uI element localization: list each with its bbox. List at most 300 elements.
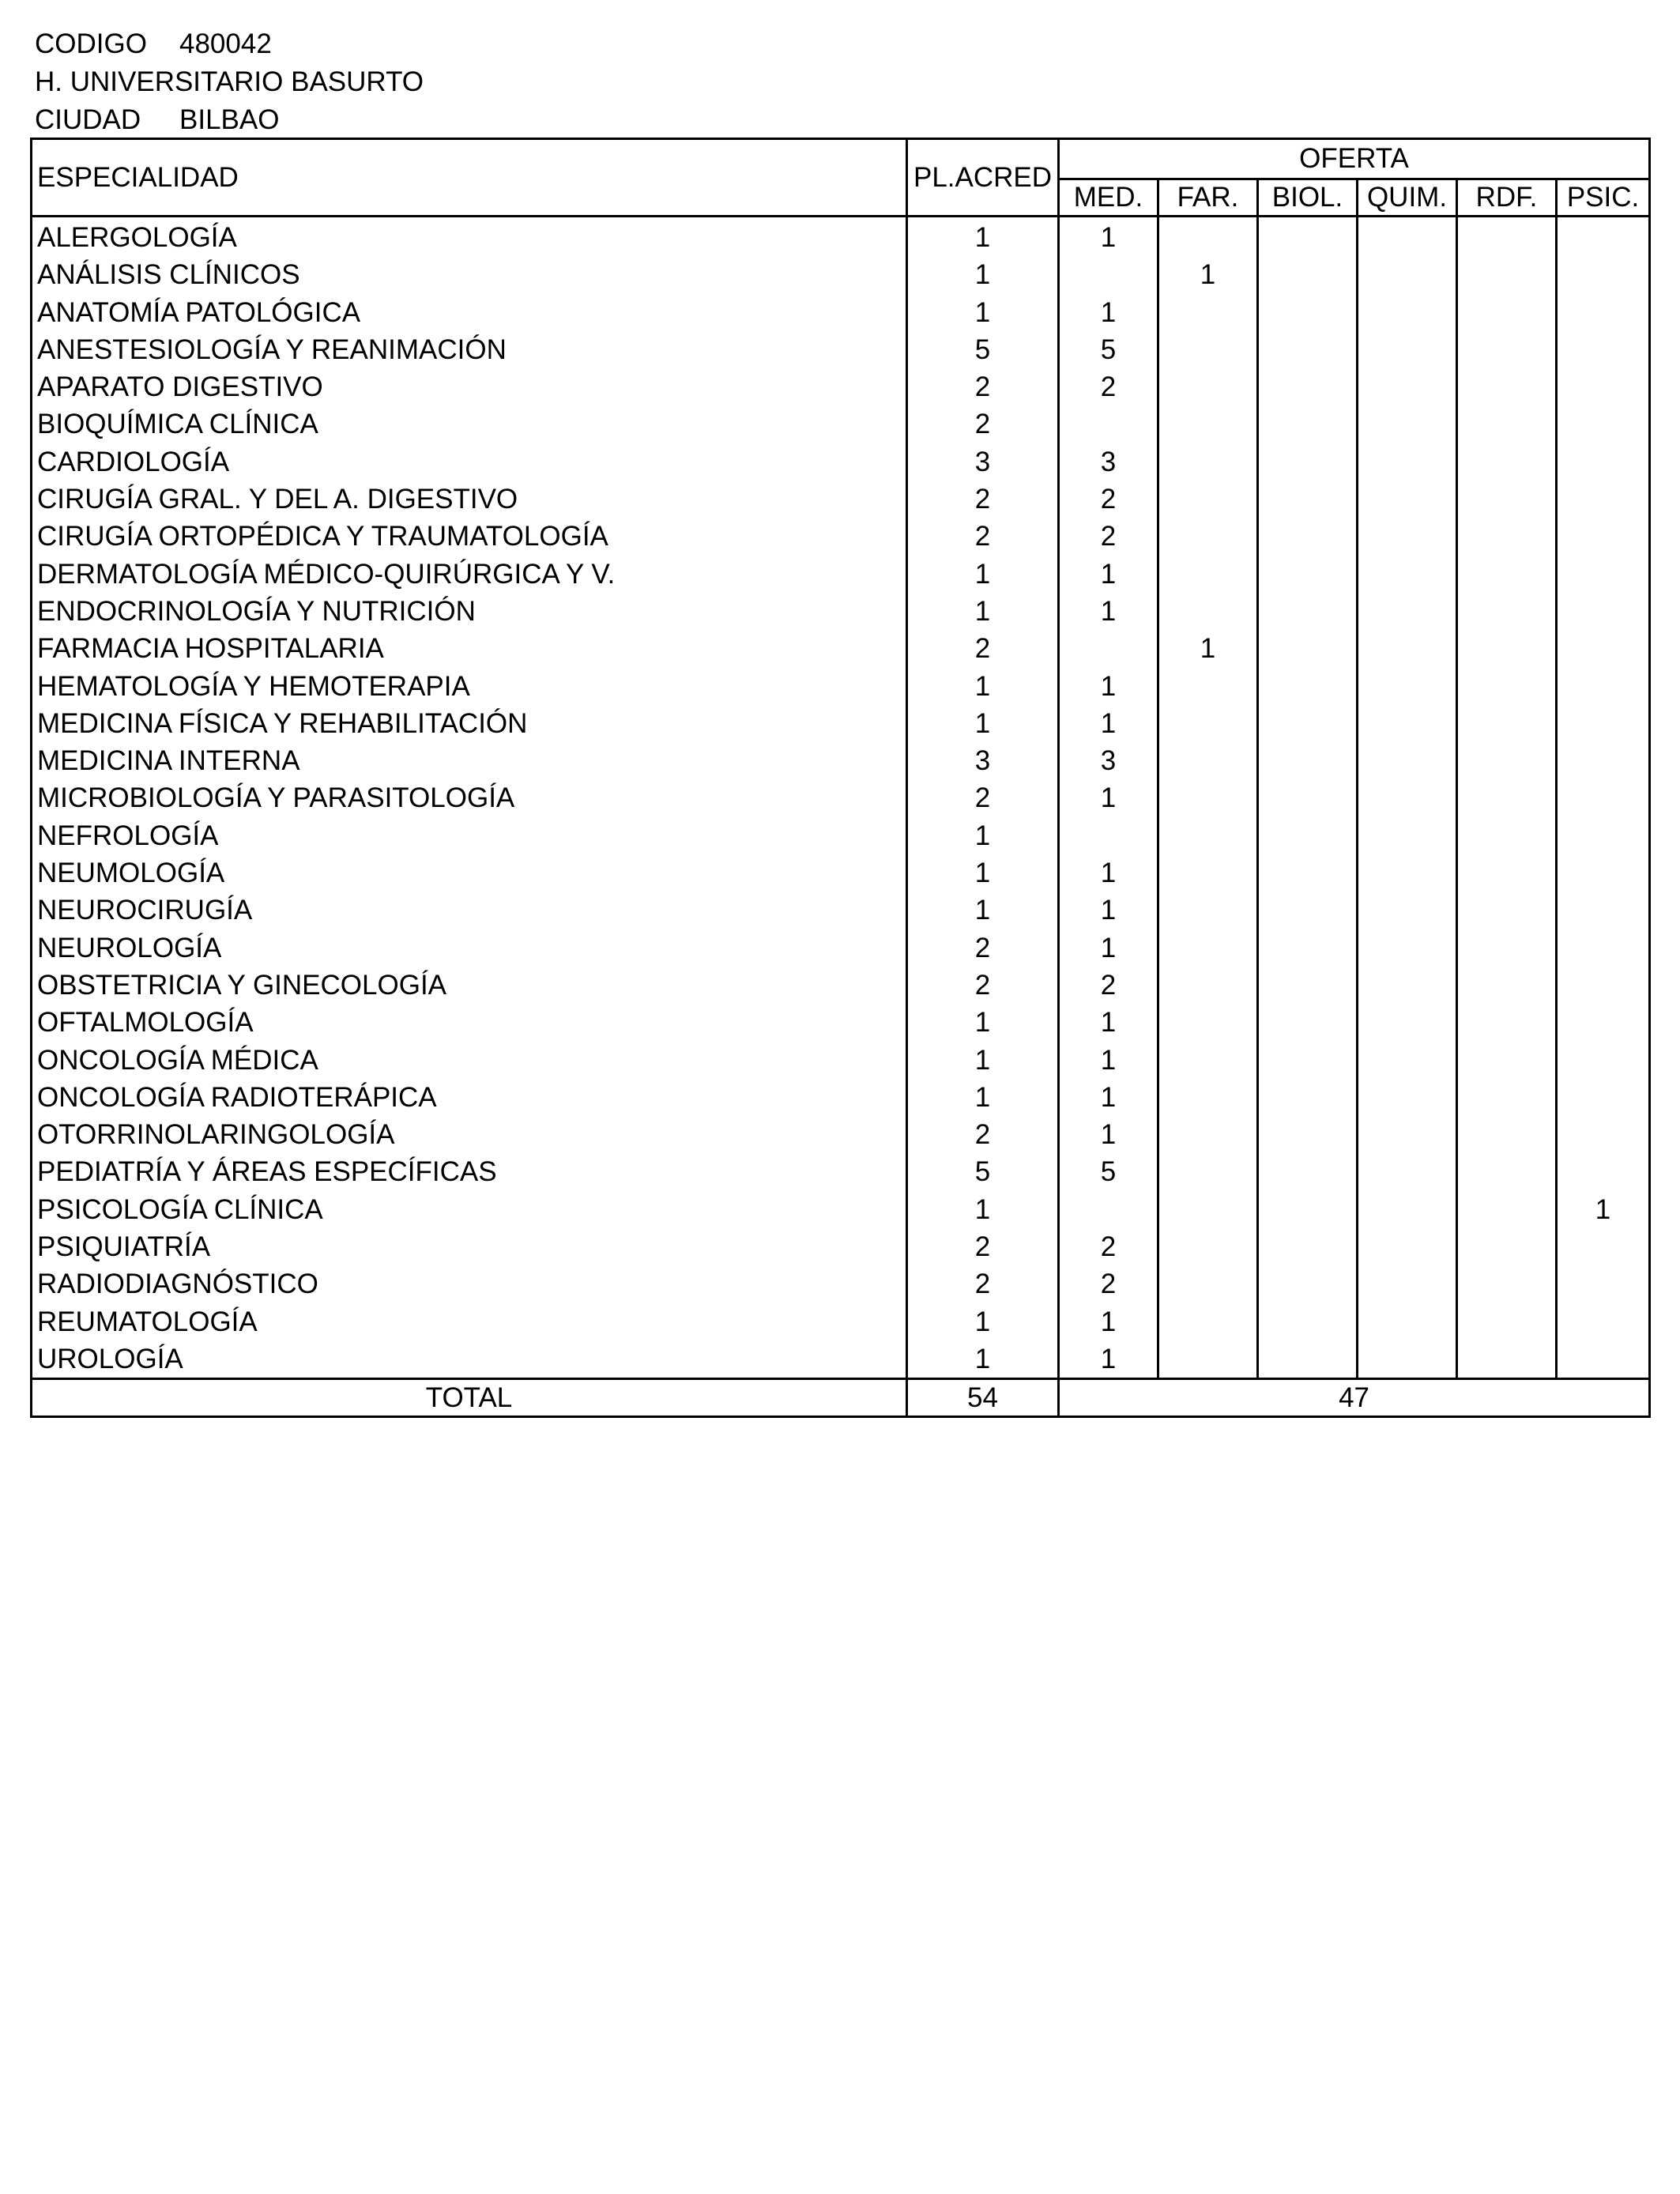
header-placred: PL.ACRED: [907, 139, 1059, 217]
far-cell: [1158, 1042, 1258, 1079]
psic-cell: [1557, 518, 1650, 555]
quim-cell: [1358, 556, 1457, 593]
especialidad-cell: CIRUGÍA GRAL. Y DEL A. DIGESTIVO: [32, 481, 907, 518]
med-cell: [1059, 405, 1158, 443]
especialidad-cell: ANATOMÍA PATOLÓGICA: [32, 294, 907, 331]
rdf-cell: [1457, 593, 1557, 630]
especialidad-cell: MICROBIOLOGÍA Y PARASITOLOGÍA: [32, 779, 907, 816]
far-cell: [1158, 443, 1258, 481]
table-row: [32, 1303, 1650, 1340]
psic-cell: [1557, 405, 1650, 443]
med-cell: [1059, 630, 1158, 667]
table-row: [32, 1191, 1650, 1228]
rdf-cell: [1457, 630, 1557, 667]
med-cell: 1: [1059, 1116, 1158, 1153]
psic-cell: [1557, 556, 1650, 593]
table-row: [32, 929, 1650, 967]
placred-cell: 1: [907, 1340, 1059, 1379]
med-cell: [1059, 817, 1158, 854]
far-cell: [1158, 1153, 1258, 1190]
especialidad-cell: BIOQUÍMICA CLÍNICA: [32, 405, 907, 443]
rdf-cell: [1457, 705, 1557, 742]
psic-cell: [1557, 779, 1650, 816]
biol-cell: [1258, 1079, 1358, 1116]
especialidad-cell: RADIODIAGNÓSTICO: [32, 1265, 907, 1302]
biol-cell: [1258, 481, 1358, 518]
rdf-cell: [1457, 668, 1557, 705]
far-cell: [1158, 1340, 1258, 1379]
med-cell: 1: [1059, 1004, 1158, 1041]
rdf-cell: [1457, 854, 1557, 892]
especialidad-cell: ANESTESIOLOGÍA Y REANIMACIÓN: [32, 331, 907, 368]
ciudad-value: BILBAO: [179, 104, 280, 135]
quim-cell: [1358, 929, 1457, 967]
far-cell: [1158, 1265, 1258, 1302]
placred-cell: 2: [907, 630, 1059, 667]
quim-cell: [1358, 368, 1457, 405]
quim-cell: [1358, 256, 1457, 293]
quim-cell: [1358, 1004, 1457, 1041]
rdf-cell: [1457, 779, 1557, 816]
especialidad-cell: OFTALMOLOGÍA: [32, 1004, 907, 1041]
especialidad-cell: MEDICINA FÍSICA Y REHABILITACIÓN: [32, 705, 907, 742]
far-cell: [1158, 331, 1258, 368]
especialidad-cell: HEMATOLOGÍA Y HEMOTERAPIA: [32, 668, 907, 705]
placred-cell: 1: [907, 892, 1059, 929]
rdf-cell: [1457, 256, 1557, 293]
table-row: [32, 217, 1650, 257]
biol-cell: [1258, 929, 1358, 967]
header-oferta: OFERTA: [1059, 139, 1650, 179]
quim-cell: [1358, 1340, 1457, 1379]
especialidad-cell: NEUROCIRUGÍA: [32, 892, 907, 929]
table-row: [32, 1116, 1650, 1153]
biol-cell: [1258, 742, 1358, 779]
quim-cell: [1358, 593, 1457, 630]
far-cell: [1158, 967, 1258, 1004]
far-cell: [1158, 1116, 1258, 1153]
placred-cell: 2: [907, 929, 1059, 967]
psic-cell: [1557, 630, 1650, 667]
ciudad-line: [35, 101, 280, 139]
especialidad-cell: APARATO DIGESTIVO: [32, 368, 907, 405]
placred-cell: 2: [907, 481, 1059, 518]
quim-cell: [1358, 1228, 1457, 1265]
far-cell: [1158, 929, 1258, 967]
far-cell: [1158, 742, 1258, 779]
med-cell: 1: [1059, 779, 1158, 816]
biol-cell: [1258, 368, 1358, 405]
table-row: [32, 518, 1650, 555]
psic-cell: [1557, 967, 1650, 1004]
placred-cell: 1: [907, 668, 1059, 705]
quim-cell: [1358, 817, 1457, 854]
rdf-cell: [1457, 742, 1557, 779]
table-row: [32, 1153, 1650, 1190]
table-row: [32, 1228, 1650, 1265]
placred-cell: 2: [907, 1265, 1059, 1302]
psic-cell: [1557, 1340, 1650, 1379]
quim-cell: [1358, 443, 1457, 481]
biol-cell: [1258, 1153, 1358, 1190]
biol-cell: [1258, 256, 1358, 293]
quim-cell: [1358, 630, 1457, 667]
biol-cell: [1258, 443, 1358, 481]
codigo-line: [35, 25, 272, 63]
psic-cell: [1557, 1079, 1650, 1116]
rdf-cell: [1457, 331, 1557, 368]
rdf-cell: [1457, 1228, 1557, 1265]
rdf-cell: [1457, 1191, 1557, 1228]
codigo-label: CODIGO: [35, 28, 147, 59]
med-cell: [1059, 256, 1158, 293]
far-cell: [1158, 779, 1258, 816]
biol-cell: [1258, 1116, 1358, 1153]
rdf-cell: [1457, 443, 1557, 481]
placred-cell: 1: [907, 1004, 1059, 1041]
table-row: [32, 556, 1650, 593]
med-cell: 1: [1059, 668, 1158, 705]
med-cell: 3: [1059, 742, 1158, 779]
especialidad-cell: PEDIATRÍA Y ÁREAS ESPECÍFICAS: [32, 1153, 907, 1190]
biol-cell: [1258, 1228, 1358, 1265]
rdf-cell: [1457, 1340, 1557, 1379]
placred-cell: 2: [907, 779, 1059, 816]
psic-cell: 1: [1557, 1191, 1650, 1228]
quim-cell: [1358, 294, 1457, 331]
table-row: [32, 481, 1650, 518]
psic-cell: [1557, 217, 1650, 257]
especialidad-cell: NEUROLOGÍA: [32, 929, 907, 967]
quim-cell: [1358, 518, 1457, 555]
far-cell: [1158, 1303, 1258, 1340]
especialidad-cell: ONCOLOGÍA RADIOTERÁPICA: [32, 1079, 907, 1116]
table-row: [32, 1340, 1650, 1379]
especialidad-cell: ANÁLISIS CLÍNICOS: [32, 256, 907, 293]
placred-cell: 2: [907, 1116, 1059, 1153]
psic-cell: [1557, 256, 1650, 293]
placred-cell: 1: [907, 1079, 1059, 1116]
far-cell: 1: [1158, 630, 1258, 667]
quim-cell: [1358, 405, 1457, 443]
rdf-cell: [1457, 1153, 1557, 1190]
rdf-cell: [1457, 556, 1557, 593]
placred-cell: 1: [907, 705, 1059, 742]
quim-cell: [1358, 742, 1457, 779]
table-row: [32, 256, 1650, 293]
placred-cell: 1: [907, 854, 1059, 892]
header-rdf: RDF.: [1457, 179, 1557, 217]
placred-cell: 1: [907, 1303, 1059, 1340]
placred-cell: 1: [907, 1042, 1059, 1079]
table-row: [32, 1042, 1650, 1079]
quim-cell: [1358, 892, 1457, 929]
psic-cell: [1557, 1042, 1650, 1079]
biol-cell: [1258, 1303, 1358, 1340]
med-cell: 1: [1059, 929, 1158, 967]
rdf-cell: [1457, 217, 1557, 257]
far-cell: [1158, 892, 1258, 929]
psic-cell: [1557, 481, 1650, 518]
far-cell: [1158, 368, 1258, 405]
psic-cell: [1557, 668, 1650, 705]
psic-cell: [1557, 742, 1650, 779]
rdf-cell: [1457, 967, 1557, 1004]
biol-cell: [1258, 331, 1358, 368]
med-cell: 2: [1059, 1228, 1158, 1265]
psic-cell: [1557, 294, 1650, 331]
header-psic: PSIC.: [1557, 179, 1650, 217]
far-cell: [1158, 593, 1258, 630]
especialidad-cell: NEUMOLOGÍA: [32, 854, 907, 892]
far-cell: [1158, 556, 1258, 593]
table-row: [32, 854, 1650, 892]
med-cell: 5: [1059, 331, 1158, 368]
rdf-cell: [1457, 368, 1557, 405]
rdf-cell: [1457, 1079, 1557, 1116]
psic-cell: [1557, 1116, 1650, 1153]
biol-cell: [1258, 1265, 1358, 1302]
especialidad-cell: FARMACIA HOSPITALARIA: [32, 630, 907, 667]
table-body: [32, 217, 1650, 1379]
med-cell: 1: [1059, 1340, 1158, 1379]
med-cell: 3: [1059, 443, 1158, 481]
biol-cell: [1258, 668, 1358, 705]
table-row: [32, 405, 1650, 443]
especialidades-table: [30, 138, 1651, 1418]
table-row: [32, 967, 1650, 1004]
especialidad-cell: PSICOLOGÍA CLÍNICA: [32, 1191, 907, 1228]
psic-cell: [1557, 443, 1650, 481]
far-cell: [1158, 518, 1258, 555]
placred-cell: 2: [907, 967, 1059, 1004]
quim-cell: [1358, 1153, 1457, 1190]
far-cell: [1158, 817, 1258, 854]
far-cell: [1158, 1004, 1258, 1041]
psic-cell: [1557, 1153, 1650, 1190]
table-row: [32, 779, 1650, 816]
psic-cell: [1557, 331, 1650, 368]
med-cell: 2: [1059, 518, 1158, 555]
codigo-value: 480042: [179, 28, 272, 59]
placred-cell: 2: [907, 368, 1059, 405]
especialidad-cell: CIRUGÍA ORTOPÉDICA Y TRAUMATOLOGÍA: [32, 518, 907, 555]
med-cell: 1: [1059, 1079, 1158, 1116]
biol-cell: [1258, 817, 1358, 854]
med-cell: 2: [1059, 368, 1158, 405]
table-row: [32, 742, 1650, 779]
biol-cell: [1258, 630, 1358, 667]
quim-cell: [1358, 967, 1457, 1004]
biol-cell: [1258, 556, 1358, 593]
placred-cell: 5: [907, 331, 1059, 368]
med-cell: 1: [1059, 294, 1158, 331]
psic-cell: [1557, 817, 1650, 854]
biol-cell: [1258, 854, 1358, 892]
biol-cell: [1258, 217, 1358, 257]
med-cell: 1: [1059, 593, 1158, 630]
psic-cell: [1557, 854, 1650, 892]
far-cell: [1158, 854, 1258, 892]
rdf-cell: [1457, 929, 1557, 967]
quim-cell: [1358, 705, 1457, 742]
far-cell: [1158, 405, 1258, 443]
far-cell: [1158, 294, 1258, 331]
quim-cell: [1358, 854, 1457, 892]
rdf-cell: [1457, 405, 1557, 443]
table-row: [32, 1079, 1650, 1116]
placred-cell: 2: [907, 1228, 1059, 1265]
quim-cell: [1358, 1265, 1457, 1302]
rdf-cell: [1457, 817, 1557, 854]
total-placred: 54: [907, 1379, 1059, 1417]
placred-cell: 1: [907, 217, 1059, 257]
header-quim: QUIM.: [1358, 179, 1457, 217]
biol-cell: [1258, 405, 1358, 443]
placred-cell: 3: [907, 742, 1059, 779]
med-cell: 1: [1059, 1042, 1158, 1079]
total-oferta: 47: [1059, 1379, 1650, 1417]
placred-cell: 1: [907, 1191, 1059, 1228]
biol-cell: [1258, 1042, 1358, 1079]
far-cell: 1: [1158, 256, 1258, 293]
psic-cell: [1557, 368, 1650, 405]
hospital-name: H. UNIVERSITARIO BASURTO: [35, 66, 424, 97]
quim-cell: [1358, 331, 1457, 368]
total-label: TOTAL: [32, 1379, 907, 1417]
quim-cell: [1358, 481, 1457, 518]
far-cell: [1158, 1191, 1258, 1228]
psic-cell: [1557, 1228, 1650, 1265]
med-cell: 1: [1059, 854, 1158, 892]
far-cell: [1158, 1079, 1258, 1116]
far-cell: [1158, 668, 1258, 705]
especialidad-cell: NEFROLOGÍA: [32, 817, 907, 854]
rdf-cell: [1457, 294, 1557, 331]
table-row: [32, 368, 1650, 405]
especialidad-cell: DERMATOLOGÍA MÉDICO-QUIRÚRGICA Y V.: [32, 556, 907, 593]
especialidad-cell: OBSTETRICIA Y GINECOLOGÍA: [32, 967, 907, 1004]
rdf-cell: [1457, 1303, 1557, 1340]
far-cell: [1158, 1228, 1258, 1265]
placred-cell: 1: [907, 256, 1059, 293]
especialidad-cell: ONCOLOGÍA MÉDICA: [32, 1042, 907, 1079]
especialidad-cell: ENDOCRINOLOGÍA Y NUTRICIÓN: [32, 593, 907, 630]
table-row: [32, 705, 1650, 742]
rdf-cell: [1457, 518, 1557, 555]
table-row: [32, 593, 1650, 630]
rdf-cell: [1457, 1116, 1557, 1153]
med-cell: 5: [1059, 1153, 1158, 1190]
med-cell: 2: [1059, 1265, 1158, 1302]
rdf-cell: [1457, 1265, 1557, 1302]
rdf-cell: [1457, 892, 1557, 929]
quim-cell: [1358, 217, 1457, 257]
med-cell: [1059, 1191, 1158, 1228]
rdf-cell: [1457, 1042, 1557, 1079]
placred-cell: 2: [907, 518, 1059, 555]
quim-cell: [1358, 1303, 1457, 1340]
table-row: [32, 668, 1650, 705]
placred-cell: 1: [907, 294, 1059, 331]
placred-cell: 2: [907, 405, 1059, 443]
biol-cell: [1258, 1191, 1358, 1228]
table-row: [32, 817, 1650, 854]
header-far: FAR.: [1158, 179, 1258, 217]
placred-cell: 1: [907, 817, 1059, 854]
psic-cell: [1557, 1265, 1650, 1302]
quim-cell: [1358, 668, 1457, 705]
table-row: [32, 294, 1650, 331]
ciudad-label: CIUDAD: [35, 104, 141, 135]
header-med: MED.: [1059, 179, 1158, 217]
especialidad-cell: UROLOGÍA: [32, 1340, 907, 1379]
header-biol: BIOL.: [1258, 179, 1358, 217]
quim-cell: [1358, 1079, 1457, 1116]
table-row: [32, 1004, 1650, 1041]
especialidad-cell: OTORRINOLARINGOLOGÍA: [32, 1116, 907, 1153]
biol-cell: [1258, 705, 1358, 742]
rdf-cell: [1457, 481, 1557, 518]
biol-cell: [1258, 892, 1358, 929]
psic-cell: [1557, 1303, 1650, 1340]
quim-cell: [1358, 1191, 1457, 1228]
med-cell: 1: [1059, 705, 1158, 742]
especialidad-cell: REUMATOLOGÍA: [32, 1303, 907, 1340]
psic-cell: [1557, 593, 1650, 630]
especialidad-cell: ALERGOLOGÍA: [32, 217, 907, 257]
biol-cell: [1258, 294, 1358, 331]
biol-cell: [1258, 779, 1358, 816]
placred-cell: 1: [907, 556, 1059, 593]
total-row: [32, 1379, 1650, 1417]
med-cell: 1: [1059, 556, 1158, 593]
table-row: [32, 630, 1650, 667]
med-cell: 2: [1059, 967, 1158, 1004]
especialidad-cell: CARDIOLOGÍA: [32, 443, 907, 481]
quim-cell: [1358, 1116, 1457, 1153]
med-cell: 1: [1059, 1303, 1158, 1340]
table-row: [32, 892, 1650, 929]
table-row: [32, 443, 1650, 481]
placred-cell: 3: [907, 443, 1059, 481]
quim-cell: [1358, 1042, 1457, 1079]
especialidad-cell: PSIQUIATRÍA: [32, 1228, 907, 1265]
biol-cell: [1258, 967, 1358, 1004]
psic-cell: [1557, 1004, 1650, 1041]
far-cell: [1158, 217, 1258, 257]
biol-cell: [1258, 1004, 1358, 1041]
med-cell: 1: [1059, 217, 1158, 257]
table-row: [32, 1265, 1650, 1302]
psic-cell: [1557, 929, 1650, 967]
placred-cell: 5: [907, 1153, 1059, 1190]
med-cell: 2: [1059, 481, 1158, 518]
med-cell: 1: [1059, 892, 1158, 929]
table-row: [32, 331, 1650, 368]
quim-cell: [1358, 779, 1457, 816]
placred-cell: 1: [907, 593, 1059, 630]
biol-cell: [1258, 1340, 1358, 1379]
far-cell: [1158, 481, 1258, 518]
especialidad-cell: MEDICINA INTERNA: [32, 742, 907, 779]
psic-cell: [1557, 892, 1650, 929]
psic-cell: [1557, 705, 1650, 742]
header-especialidad: ESPECIALIDAD: [32, 139, 907, 217]
biol-cell: [1258, 593, 1358, 630]
far-cell: [1158, 705, 1258, 742]
biol-cell: [1258, 518, 1358, 555]
